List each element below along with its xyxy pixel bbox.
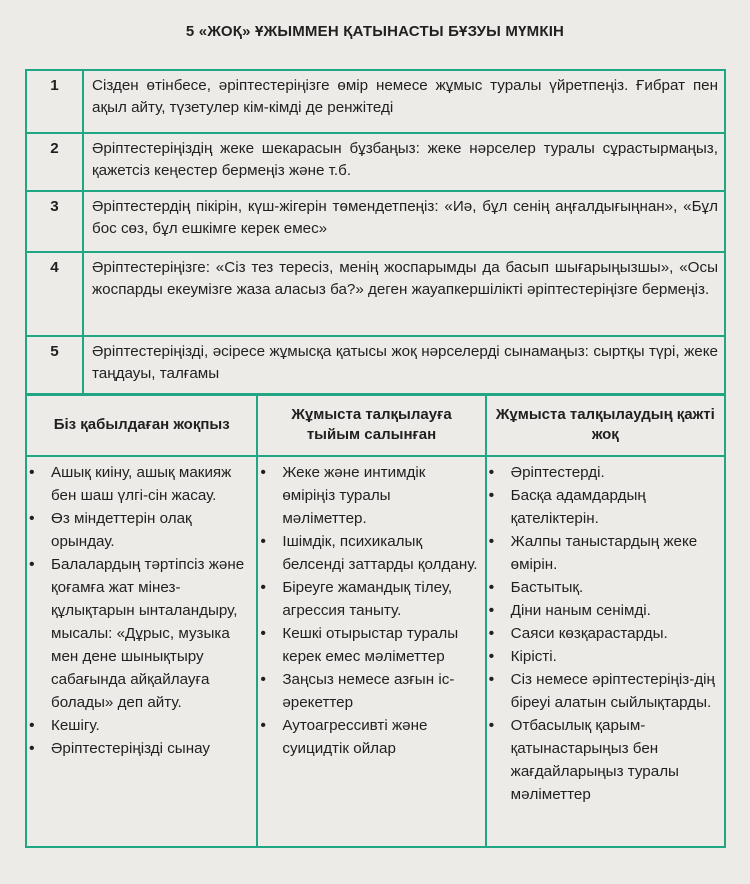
list-unnecessary [487, 461, 718, 806]
list-not-accepted [27, 461, 250, 760]
rule-number: 5 [26, 336, 83, 395]
list-item: • Әріптестеріңізді сынау [27, 737, 250, 760]
list-item: • Өз міндеттерін олақ орындау. [27, 507, 250, 553]
list-item: • Отбасылық қарым-қатынастарыңыз бен жағдайларыңыз туралы мәліметтер [487, 714, 718, 806]
topics-header-row [26, 394, 725, 456]
page-title: 5 «ЖОҚ» ҰЖЫММЕН ҚАТЫНАСТЫ БҰЗУЫ МҮМКІН [185, 23, 565, 40]
list-item: • Кешкі отырыстар туралы керек емес мәліметтер [258, 622, 478, 668]
list-item: • Әріптестерді. [487, 461, 718, 484]
list-item: • Жеке және интимдік өміріңіз туралы мәліметтер. [258, 461, 478, 530]
topics-body-row [26, 456, 725, 847]
rule-row [26, 133, 725, 191]
list-item: • Діни наным сенімді. [487, 599, 718, 622]
list-item: • Сіз немесе әріптестеріңіз-дің біреуі алатын сыйлықтарды. [487, 668, 718, 714]
column-unnecessary [486, 456, 725, 847]
rule-number: 3 [26, 191, 83, 252]
rule-text: Әріптестеріңіздің жеке шекарасын бұзбаңыз: жеке нәрселер туралы сұрастырмаңыз, қажетсіз кеңестер бермеңіз және т.б. [83, 133, 725, 191]
column-header-forbidden: Жұмыста талқылауға тыйым салынған [257, 394, 485, 456]
list-item: • Басқа адамдардың қателіктерін. [487, 484, 718, 530]
rule-row [26, 336, 725, 395]
list-item: • Біреуге жамандық тілеу, агрессия таныту. [258, 576, 478, 622]
list-item: • Заңсыз немесе азғын іс-әрекеттер [258, 668, 478, 714]
rule-number: 1 [26, 70, 83, 133]
list-item: • Ішімдік, психикалық белсенді заттарды қолдану. [258, 530, 478, 576]
rule-number: 2 [26, 133, 83, 191]
rules-table [25, 69, 726, 396]
rule-row [26, 252, 725, 336]
list-forbidden [258, 461, 478, 760]
list-item: • Бастытық. [487, 576, 718, 599]
column-header-not-accepted: Біз қабылдаған жоқпыз [26, 394, 257, 456]
rule-text: Әріптестеріңізді, әсіресе жұмысқа қатысы жоқ нәрселерді сынамаңыз: сыртқы түрі, жеке таңдауы, талғамы [83, 336, 725, 395]
rule-number: 4 [26, 252, 83, 336]
rule-row [26, 70, 725, 133]
rule-text: Сізден өтінбесе, әріптестеріңізге өмір немесе жұмыс туралы үйретпеңіз. Ғибрат пен ақыл айту, түзетулер кім-кімді де ренжітеді [83, 70, 725, 133]
column-forbidden [257, 456, 485, 847]
list-item: • Ашық киіну, ашық макияж бен шаш үлгі-сін жасау. [27, 461, 250, 507]
list-item: • Балалардың тәртіпсіз және қоғамға жат мінез-құлықтарын ынталандыру, мысалы: «Дұрыс, музыка мен дене шынықтыру сабағында айқайлауға болады» деп айту. [27, 553, 250, 714]
topics-table [25, 393, 726, 848]
rule-text: Әріптестеріңізге: «Сіз тез тересіз, менің жоспарымды да басып шығарыңызшы», «Осы жоспарды екеумізге жаза аласыз ба?» деген жауапкершілікті әріптестеріңізге бермеңіз. [83, 252, 725, 336]
list-item: • Аутоагрессивті және суицидтік ойлар [258, 714, 478, 760]
rule-row [26, 191, 725, 252]
column-not-accepted [26, 456, 257, 847]
list-item: • Кірісті. [487, 645, 718, 668]
list-item: • Кешігу. [27, 714, 250, 737]
list-item: • Жалпы таныстардың жеке өмірін. [487, 530, 718, 576]
rule-text: Әріптестердің пікірін, күш-жігерін төмендетпеңіз: «Иә, бұл сенің аңғалдығыңнан», «Бұл бос сөз, бұл ешкімге керек емес» [83, 191, 725, 252]
column-header-unnecessary: Жұмыста талқылаудың қажті жоқ [486, 394, 725, 456]
list-item: • Саяси көзқарастарды. [487, 622, 718, 645]
